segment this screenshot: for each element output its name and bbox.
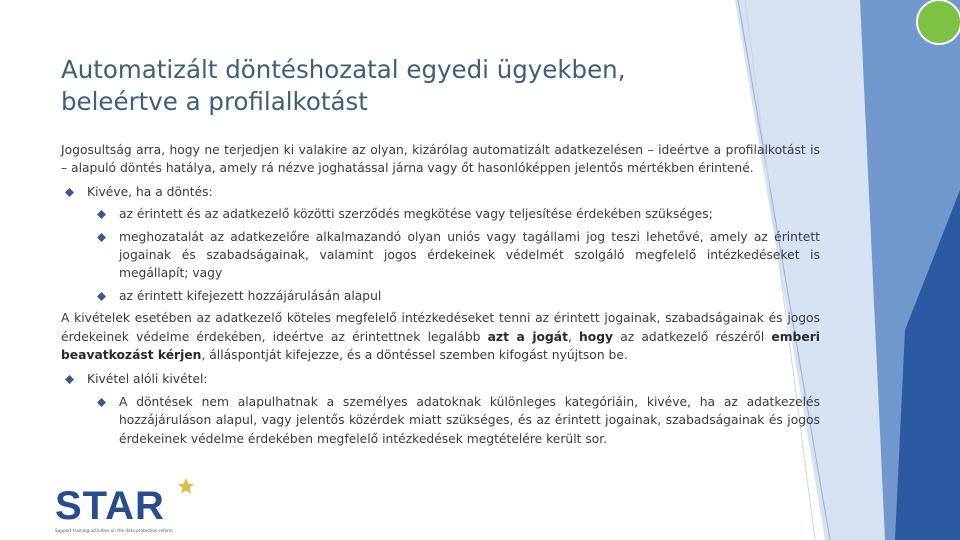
sub-bullet-contract — [61, 205, 820, 223]
logo-text: STAR — [55, 484, 165, 528]
diamond-bullet-icon — [65, 375, 74, 384]
bullet-exceptions-label: Kivéve, ha a döntés: — [87, 184, 213, 199]
sub-bullet-consent — [61, 287, 820, 305]
diamond-bullet-icon — [97, 233, 106, 242]
logo-tagline: Support training activities on the data protection reform — [55, 528, 173, 533]
bullet-exception-of-exception-label: Kivétel alóli kivétel: — [87, 372, 208, 387]
exceptions-bold-1: azt a jogát — [487, 329, 568, 344]
green-circle-icon — [917, 0, 960, 44]
slide-title — [61, 54, 761, 118]
star-logo — [53, 478, 203, 538]
diamond-bullet-icon — [97, 292, 106, 301]
intro-paragraph: Jogosultság arra, hogy ne terjedjen ki valakire az olyan, kizárólag automatizált adatkezelésen – ideértve a profilalkotást is – alapuló döntés hatálya, amely rá nézve joghatással járna vagy őt hasonlóképpen jelentős mértékben érintené. — [61, 143, 820, 176]
exceptions-text-1: A kivételek esetében az adatkezelő köteles megfelelő intézkedéseket tenni az érintett jogainak, szabadságainak és jogos érdekeinek védelme érdekében, ideértve az érintettnek legalább — [61, 311, 820, 344]
exceptions-bold-3: emberi beavatkozást kérjen — [61, 329, 820, 363]
diamond-bullet-icon — [97, 210, 106, 219]
sub-bullet-text: A döntések nem alapulhatnak a személyes adatoknak különleges kategóriáin, kivéve, ha az adatkezelés hozzájáruláson alapul, vagy jelentős közérdek miatt szükséges, és az érintett jogainak, szabadságainak és jogos érdekeinek védelme érdekében megfelelő intézkedések megtételére került sor. — [119, 394, 820, 446]
diamond-bullet-icon — [97, 398, 106, 407]
bullet-exceptions — [61, 183, 820, 201]
exceptions-paragraph — [61, 309, 820, 364]
title-line-2: beleértve a profilalkotást — [61, 87, 368, 116]
sub-bullet-text: az érintett kifejezett hozzájárulásán alapul — [119, 288, 382, 303]
exceptions-text-4: , álláspontját kifejezze, és a döntéssel szemben kifogást nyújtson be. — [201, 348, 628, 363]
slide-content — [61, 141, 820, 452]
exceptions-bold-2: hogy — [579, 329, 614, 344]
title-line-1: Automatizált döntéshozatal egyedi ügyekben, — [61, 55, 626, 84]
sub-bullet-special-categories — [61, 393, 820, 448]
diamond-bullet-icon — [65, 188, 74, 197]
bullet-exception-of-exception — [61, 370, 820, 388]
sub-bullet-text: az érintett és az adatkezelő közötti szerződés megkötése vagy teljesítése érdekében szükséges; — [119, 207, 713, 222]
star-icon — [178, 478, 194, 494]
sub-bullet-law — [61, 228, 820, 283]
exceptions-text-3: az adatkezelő részéről — [613, 329, 772, 344]
exceptions-text-2: , — [567, 329, 580, 344]
sub-bullet-text: meghozatalát az adatkezelőre alkalmazandó olyan uniós vagy tagállami jog teszi lehetővé, amely az érintett jogainak és szabadságainak, valamint jogos érdekeinek védelmét szolgáló megfelelő intézkedéseket is megállapít; vagy — [119, 229, 820, 281]
